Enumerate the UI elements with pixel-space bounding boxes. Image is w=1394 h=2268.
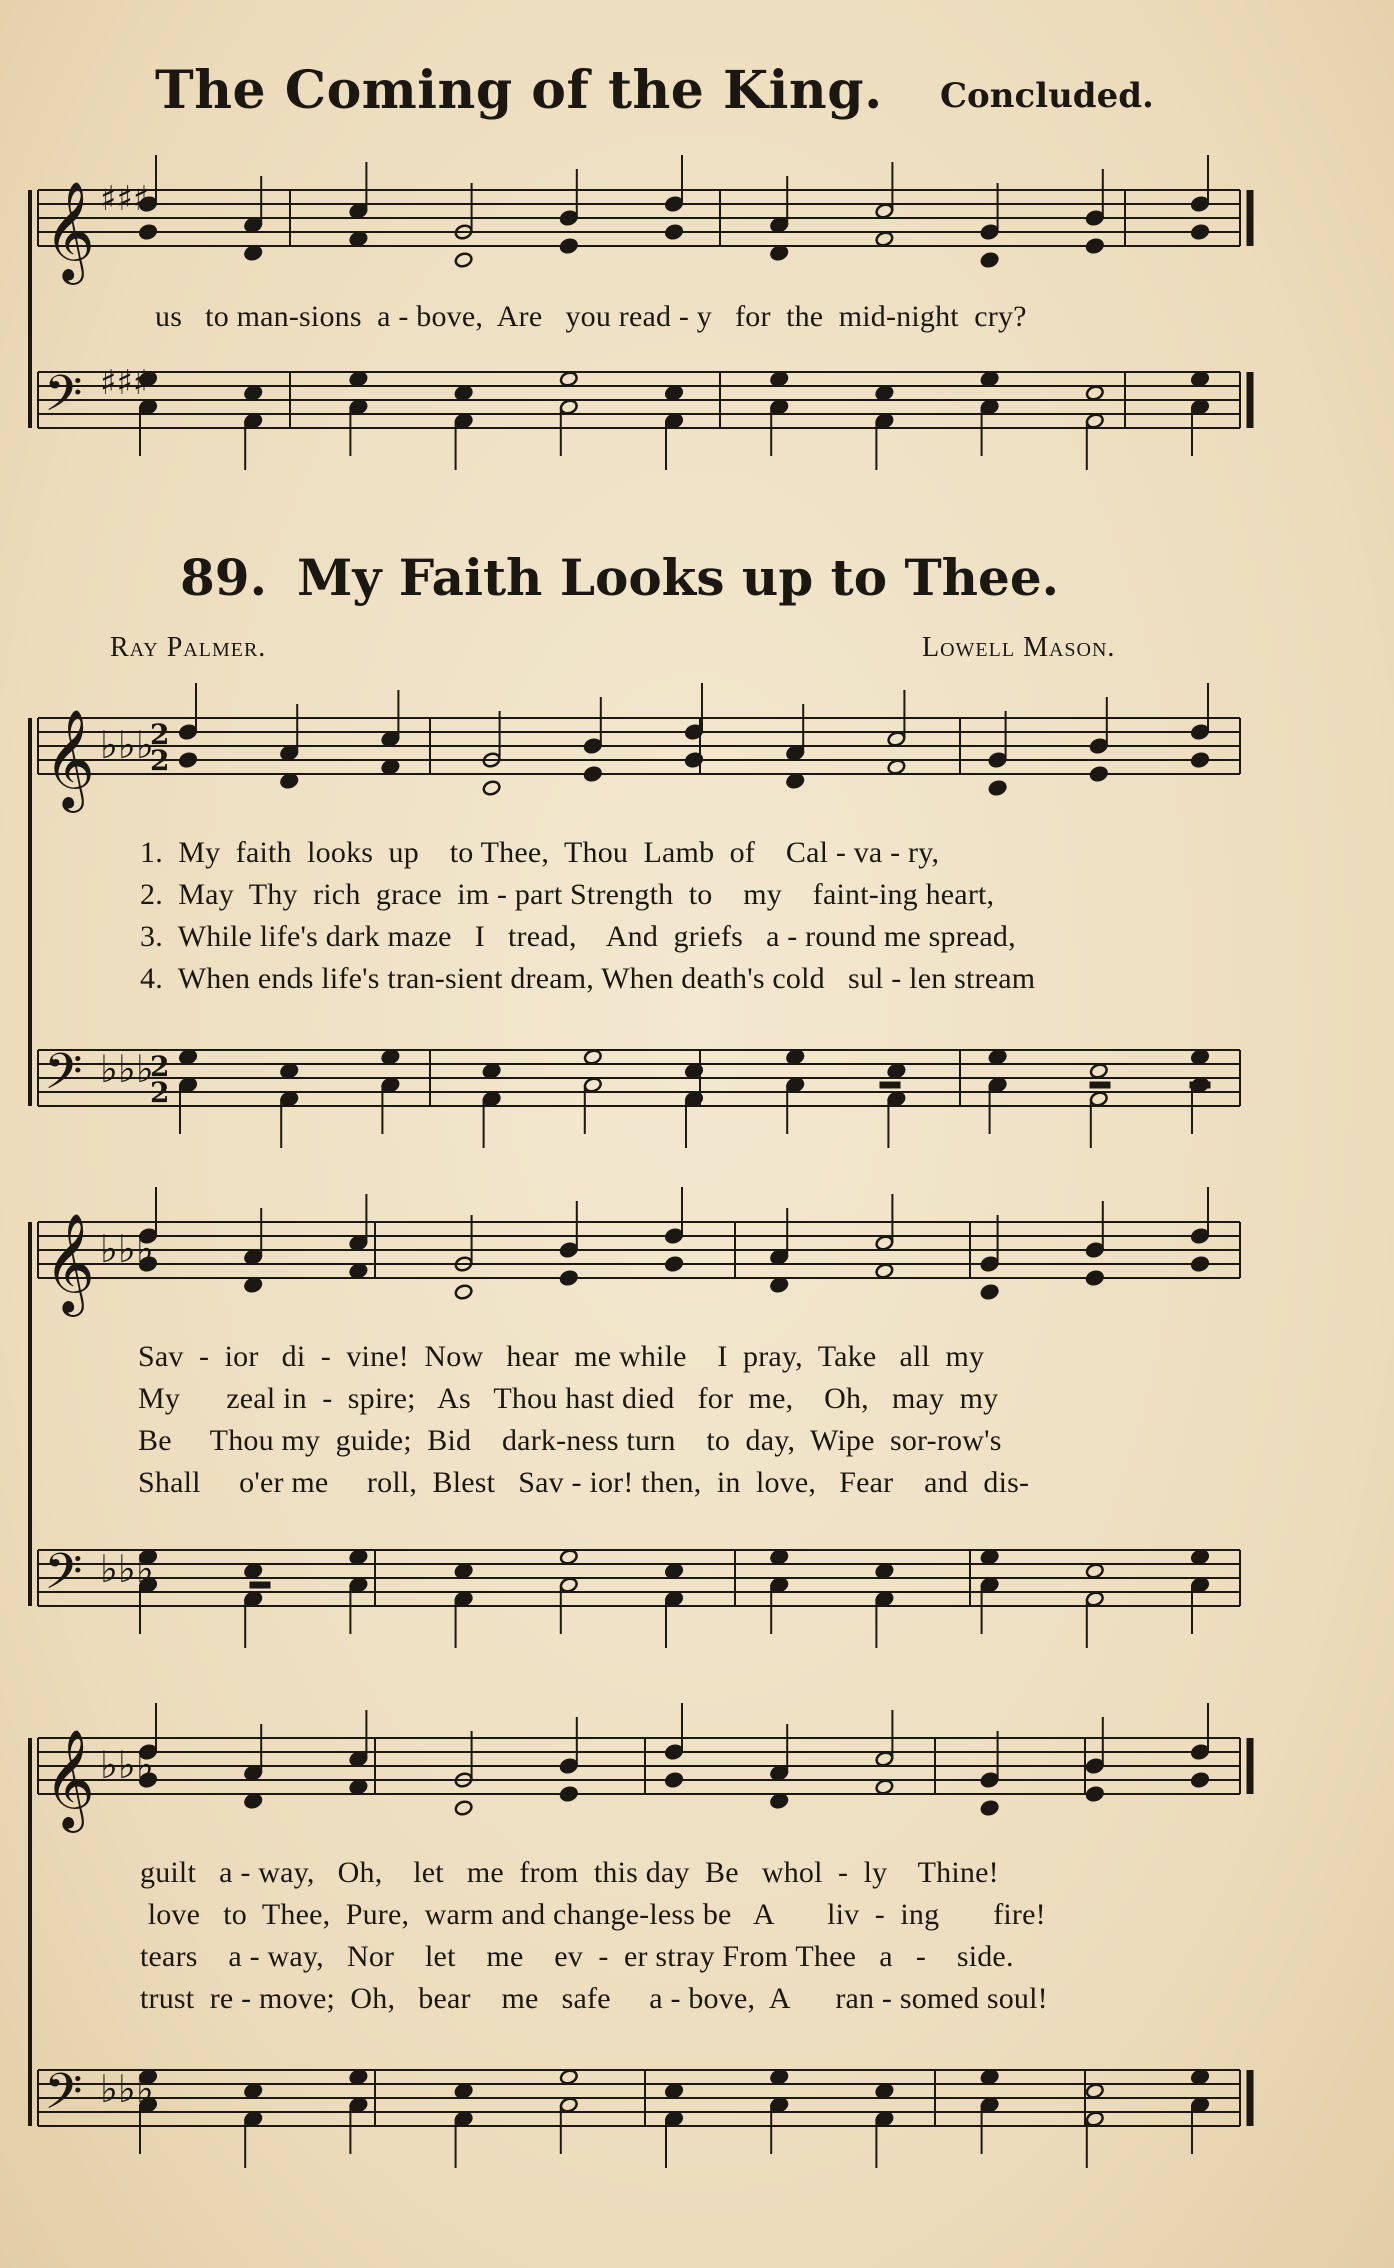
note-head <box>381 1077 400 1094</box>
note-head <box>664 1591 683 1608</box>
half-rest <box>250 1582 270 1588</box>
note-head <box>244 1793 263 1810</box>
key-signature-flats: ♭♭♭ <box>100 1743 154 1787</box>
note-head <box>664 1256 683 1273</box>
note-head <box>988 752 1007 769</box>
note-head <box>454 252 473 269</box>
note-head <box>1085 413 1104 430</box>
note-head <box>583 738 602 755</box>
note-head <box>1085 2111 1104 2128</box>
concluded-label: Concluded. <box>940 76 1154 116</box>
note-head <box>244 385 263 402</box>
verse-line-3-4: trust re - move; Oh, bear me safe a - bove, A ran - somed soul! <box>140 1982 1048 2015</box>
key-signature-flats-bass: ♭♭♭ <box>100 2067 154 2111</box>
verse-line-2-3: Be Thou my guide; Bid dark-ness turn to day, Wipe sor-row's <box>138 1424 1002 1457</box>
system-3-treble-clef: 𝄞 <box>44 1213 95 1313</box>
note-head <box>244 1249 263 1266</box>
note-head <box>887 1091 906 1108</box>
note-head <box>887 1063 906 1080</box>
note-head <box>770 371 789 388</box>
note-head <box>583 1077 602 1094</box>
hymn-title-text: My Faith Looks up to Thee. <box>297 548 1060 607</box>
note-head <box>559 1758 578 1775</box>
note-head <box>875 231 894 248</box>
composer-credit: Lowell Mason. <box>922 632 1116 663</box>
prev-hymn-title: The Coming of the King. <box>155 60 883 121</box>
note-head <box>1190 752 1209 769</box>
note-head <box>1085 238 1104 255</box>
note-head <box>280 745 299 762</box>
note-head <box>875 1591 894 1608</box>
note-head <box>1089 1063 1108 1080</box>
note-head <box>1190 1228 1209 1245</box>
half-rest <box>1090 1082 1110 1088</box>
note-head <box>664 413 683 430</box>
note-head <box>770 1249 789 1266</box>
time-signature-treble-top: 2 <box>150 718 170 751</box>
system-1-bass-clef: 𝄢 <box>44 365 83 435</box>
key-signature-sharps-bass: ♯♯♯ <box>100 363 150 403</box>
note-head <box>482 780 501 797</box>
note-head <box>349 231 368 248</box>
note-head <box>583 1049 602 1066</box>
note-head <box>980 2069 999 2086</box>
note-head <box>875 1751 894 1768</box>
note-head <box>349 1577 368 1594</box>
note-head <box>454 2111 473 2128</box>
note-head <box>280 773 299 790</box>
note-head <box>482 1063 501 1080</box>
note-head <box>1190 724 1209 741</box>
note-head <box>770 245 789 262</box>
note-head <box>786 1049 805 1066</box>
note-head <box>1190 224 1209 241</box>
hymn-number: 89. <box>180 548 267 607</box>
note-head <box>349 203 368 220</box>
note-head <box>349 1751 368 1768</box>
note-head <box>980 224 999 241</box>
note-head <box>178 1077 197 1094</box>
note-head <box>1085 1563 1104 1580</box>
note-head <box>1190 1744 1209 1761</box>
system-1-treble-clef: 𝄞 <box>44 181 95 281</box>
note-head <box>664 2111 683 2128</box>
system-4-treble-clef: 𝄞 <box>44 1729 95 1829</box>
verse-line-3-2: love to Thee, Pure, warm and change-less be A liv - ing fire! <box>140 1898 1046 1931</box>
note-head <box>244 1277 263 1294</box>
verse-line-2-1: Sav - ior di - vine! Now hear me while I pray, Take all my <box>138 1340 985 1373</box>
verse-line-1-1: 1. My faith looks up to Thee, Thou Lamb of Cal - va - ry, <box>140 836 940 869</box>
note-head <box>280 1063 299 1080</box>
note-head <box>454 413 473 430</box>
verse-line-1-3: 3. While life's dark maze I tread, And griefs a - round me spread, <box>140 920 1016 953</box>
note-head <box>559 399 578 416</box>
note-head <box>244 1591 263 1608</box>
note-head <box>980 252 999 269</box>
note-head <box>349 1549 368 1566</box>
note-head <box>1089 1091 1108 1108</box>
note-head <box>875 1563 894 1580</box>
note-head <box>349 2069 368 2086</box>
note-head <box>1190 1577 1209 1594</box>
note-head <box>244 1765 263 1782</box>
note-head <box>786 745 805 762</box>
note-head <box>1190 1549 1209 1566</box>
note-head <box>178 752 197 769</box>
note-head <box>980 371 999 388</box>
note-head <box>178 1049 197 1066</box>
note-head <box>887 759 906 776</box>
note-head <box>875 385 894 402</box>
note-head <box>244 2111 263 2128</box>
note-head <box>664 196 683 213</box>
note-head <box>980 1284 999 1301</box>
note-head <box>770 1549 789 1566</box>
note-head <box>875 203 894 220</box>
note-head <box>988 780 1007 797</box>
note-head <box>381 759 400 776</box>
note-head <box>980 2097 999 2114</box>
note-head <box>1085 1786 1104 1803</box>
note-head <box>1190 2069 1209 2086</box>
note-head <box>244 1563 263 1580</box>
system-4-bass-clef: 𝄢 <box>44 2063 83 2133</box>
time-signature-bass-bottom: 2 <box>150 1076 170 1109</box>
note-head <box>664 224 683 241</box>
note-head <box>980 1549 999 1566</box>
note-head <box>244 2083 263 2100</box>
note-head <box>454 2083 473 2100</box>
note-head <box>664 1228 683 1245</box>
note-head <box>1085 1758 1104 1775</box>
key-signature-sharps: ♯♯♯ <box>100 179 150 219</box>
note-head <box>280 1091 299 1108</box>
note-head <box>138 224 157 241</box>
note-head <box>980 1800 999 1817</box>
note-head <box>349 371 368 388</box>
note-head <box>244 217 263 234</box>
note-head <box>664 1744 683 1761</box>
note-head <box>770 399 789 416</box>
note-head <box>1085 2083 1104 2100</box>
note-head <box>381 731 400 748</box>
note-head <box>559 1270 578 1287</box>
note-head <box>770 1793 789 1810</box>
key-signature-flats: ♭♭♭ <box>100 723 154 767</box>
note-head <box>1089 766 1108 783</box>
note-head <box>664 2083 683 2100</box>
verse-line-1-4: 4. When ends life's tran-sient dream, When death's cold sul - len stream <box>140 962 1036 995</box>
note-head <box>559 2069 578 2086</box>
note-head <box>1190 196 1209 213</box>
note-head <box>559 1242 578 1259</box>
note-head <box>349 1263 368 1280</box>
note-head <box>786 773 805 790</box>
note-head <box>244 245 263 262</box>
prev-hymn-lyric: us to man-sions a - bove, Are you read - y for the mid-night cry? <box>155 300 1027 333</box>
note-head <box>887 731 906 748</box>
note-head <box>1085 210 1104 227</box>
note-head <box>875 1235 894 1252</box>
note-head <box>349 1779 368 1796</box>
note-head <box>559 238 578 255</box>
note-head <box>1190 371 1209 388</box>
note-head <box>770 2097 789 2114</box>
note-head <box>875 2111 894 2128</box>
verse-line-2-2: My zeal in - spire; As Thou hast died for me, Oh, may my <box>138 1382 999 1415</box>
note-head <box>1190 1772 1209 1789</box>
system-2-treble-clef: 𝄞 <box>44 709 95 809</box>
note-head <box>1089 738 1108 755</box>
note-head <box>1190 1049 1209 1066</box>
note-head <box>559 1549 578 1566</box>
note-head <box>244 413 263 430</box>
note-head <box>349 399 368 416</box>
note-head <box>875 1779 894 1796</box>
note-head <box>559 1577 578 1594</box>
note-head <box>875 413 894 430</box>
note-head <box>559 1786 578 1803</box>
note-head <box>454 1800 473 1817</box>
half-rest <box>880 1082 900 1088</box>
key-signature-flats: ♭♭♭ <box>100 1227 154 1271</box>
note-head <box>988 1077 1007 1094</box>
note-head <box>770 1765 789 1782</box>
note-head <box>980 399 999 416</box>
system-3-bass-clef: 𝄢 <box>44 1543 83 1613</box>
author-credit: Ray Palmer. <box>110 632 267 663</box>
note-head <box>381 1049 400 1066</box>
system-2-bass-clef: 𝄢 <box>44 1043 83 1113</box>
verse-line-3-1: guilt a - way, Oh, let me from this day Be whol - ly Thine! <box>140 1856 999 1889</box>
note-head <box>1085 1270 1104 1287</box>
note-head <box>1190 1256 1209 1273</box>
note-head <box>770 1577 789 1594</box>
note-head <box>786 1077 805 1094</box>
note-head <box>664 1563 683 1580</box>
note-head <box>454 1284 473 1301</box>
note-head <box>349 1235 368 1252</box>
note-head <box>1085 1242 1104 1259</box>
note-head <box>1085 385 1104 402</box>
half-rest <box>1190 1082 1210 1088</box>
note-head <box>770 217 789 234</box>
note-head <box>875 2083 894 2100</box>
note-head <box>875 1263 894 1280</box>
note-head <box>454 1563 473 1580</box>
note-head <box>454 1591 473 1608</box>
note-head <box>559 2097 578 2114</box>
note-head <box>664 1772 683 1789</box>
verse-line-2-4: Shall o'er me roll, Blest Sav - ior! then, in love, Fear and dis- <box>138 1466 1030 1499</box>
note-head <box>482 1091 501 1108</box>
note-head <box>1190 399 1209 416</box>
note-head <box>559 210 578 227</box>
note-head <box>980 1577 999 1594</box>
note-head <box>988 1049 1007 1066</box>
note-head <box>980 1256 999 1273</box>
verse-line-3-3: tears a - way, Nor let me ev - er stray From Thee a - side. <box>140 1940 1014 1973</box>
note-head <box>770 1277 789 1294</box>
note-head <box>559 371 578 388</box>
note-head <box>1085 1591 1104 1608</box>
key-signature-flats-bass: ♭♭♭ <box>100 1047 154 1091</box>
time-signature-treble-bottom: 2 <box>150 744 170 777</box>
note-head <box>583 766 602 783</box>
verse-line-1-2: 2. May Thy rich grace im - part Strength to my faint-ing heart, <box>140 878 995 911</box>
note-head <box>1190 2097 1209 2114</box>
note-head <box>980 1772 999 1789</box>
note-head <box>770 2069 789 2086</box>
time-signature-bass-top: 2 <box>150 1050 170 1083</box>
key-signature-flats-bass: ♭♭♭ <box>100 1547 154 1591</box>
note-head <box>349 2097 368 2114</box>
note-head <box>178 724 197 741</box>
note-head <box>454 385 473 402</box>
note-head <box>664 385 683 402</box>
